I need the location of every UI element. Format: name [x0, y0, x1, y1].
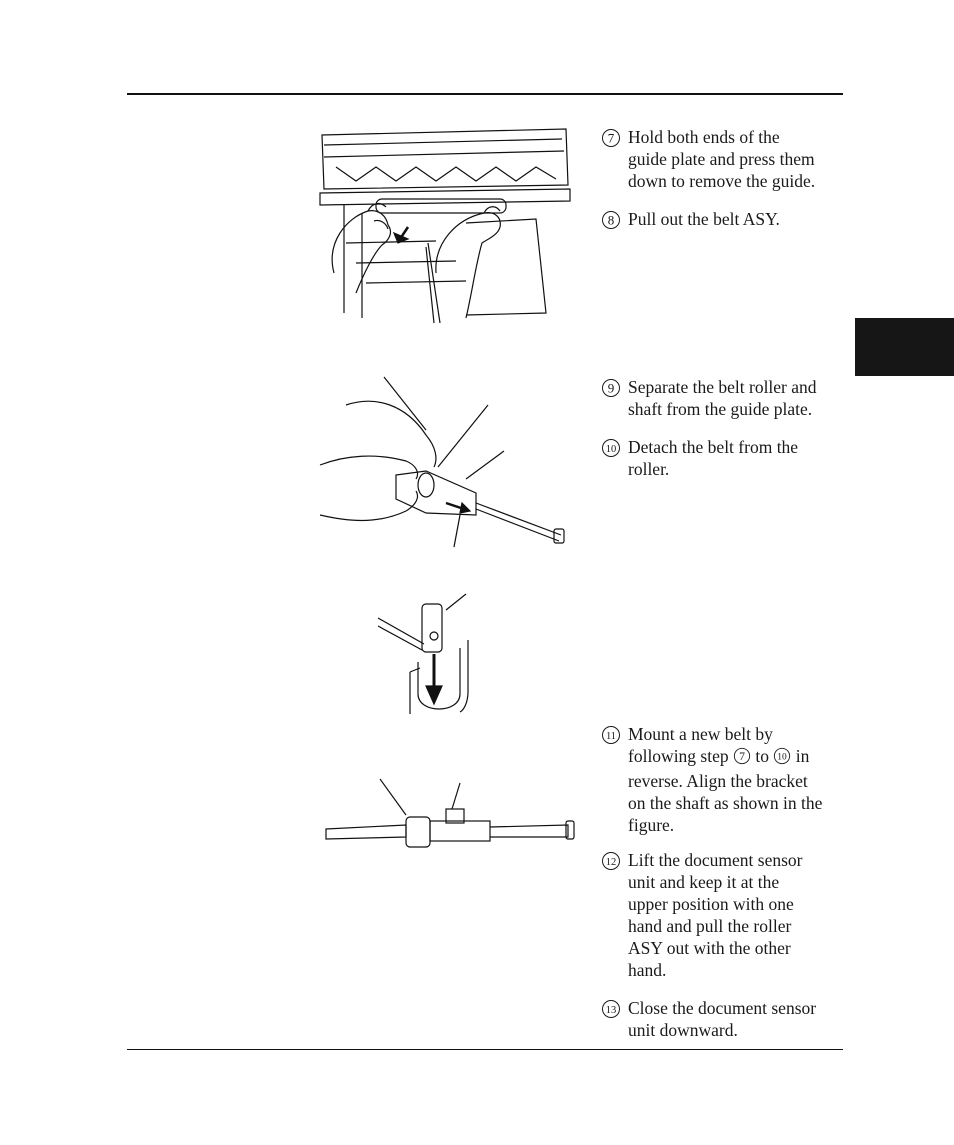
header-rule: [127, 93, 843, 95]
figure-detach-belt: [376, 592, 486, 714]
circled-number-11-icon: [601, 725, 621, 745]
chapter-tab: [855, 318, 954, 376]
circled-ref-10-icon: [773, 747, 791, 770]
circled-number-7-icon: [601, 128, 621, 148]
footer-rule: [127, 1049, 843, 1050]
step-11-text: Mount a new belt by following step 7 to 10 in reverse. Align the bracket on the shaft as shown in the figure.: [628, 724, 823, 835]
step-12: [601, 849, 846, 981]
svg-text:8: 8: [607, 212, 615, 228]
svg-text:7: 7: [607, 130, 615, 146]
svg-text:7: 7: [739, 750, 745, 764]
step-9: [601, 376, 846, 420]
circled-number-10-icon: [601, 438, 621, 458]
circled-number-12-icon: [601, 851, 621, 871]
step-11: [601, 723, 846, 836]
figure-separate-belt-roller: [316, 375, 576, 555]
svg-text:10: 10: [605, 444, 617, 455]
circled-number-8-icon: [601, 210, 621, 230]
circled-number-9-icon: [601, 378, 621, 398]
svg-text:11: 11: [605, 731, 617, 742]
svg-text:12: 12: [605, 857, 617, 868]
step-9-text: Separate the belt roller and shaft from the guide plate.: [628, 377, 817, 419]
figure-shaft-bracket: [322, 775, 577, 857]
step-10-text: Detach the belt from the roller.: [628, 437, 799, 479]
svg-text:9: 9: [607, 380, 615, 396]
step-8-text: Pull out the belt ASY.: [628, 209, 780, 229]
svg-text:10: 10: [777, 752, 788, 763]
step-13: [601, 997, 846, 1041]
step-13-text: Close the document sensor unit downward.: [628, 998, 817, 1040]
step-7-text: Hold both ends of the guide plate and press them down to remove the guide.: [628, 127, 816, 191]
circled-number-13-icon: [601, 999, 621, 1019]
svg-text:13: 13: [605, 1005, 617, 1016]
circled-ref-7-icon: [733, 747, 751, 770]
step-12-text: Lift the document sensor unit and keep it at the upper position with one hand and pull the roller ASY out with the other hand.: [628, 850, 803, 980]
figure-remove-guide-plate: [316, 123, 576, 328]
step-10: [601, 436, 846, 480]
step-8: [601, 208, 846, 230]
step-7: [601, 126, 846, 192]
